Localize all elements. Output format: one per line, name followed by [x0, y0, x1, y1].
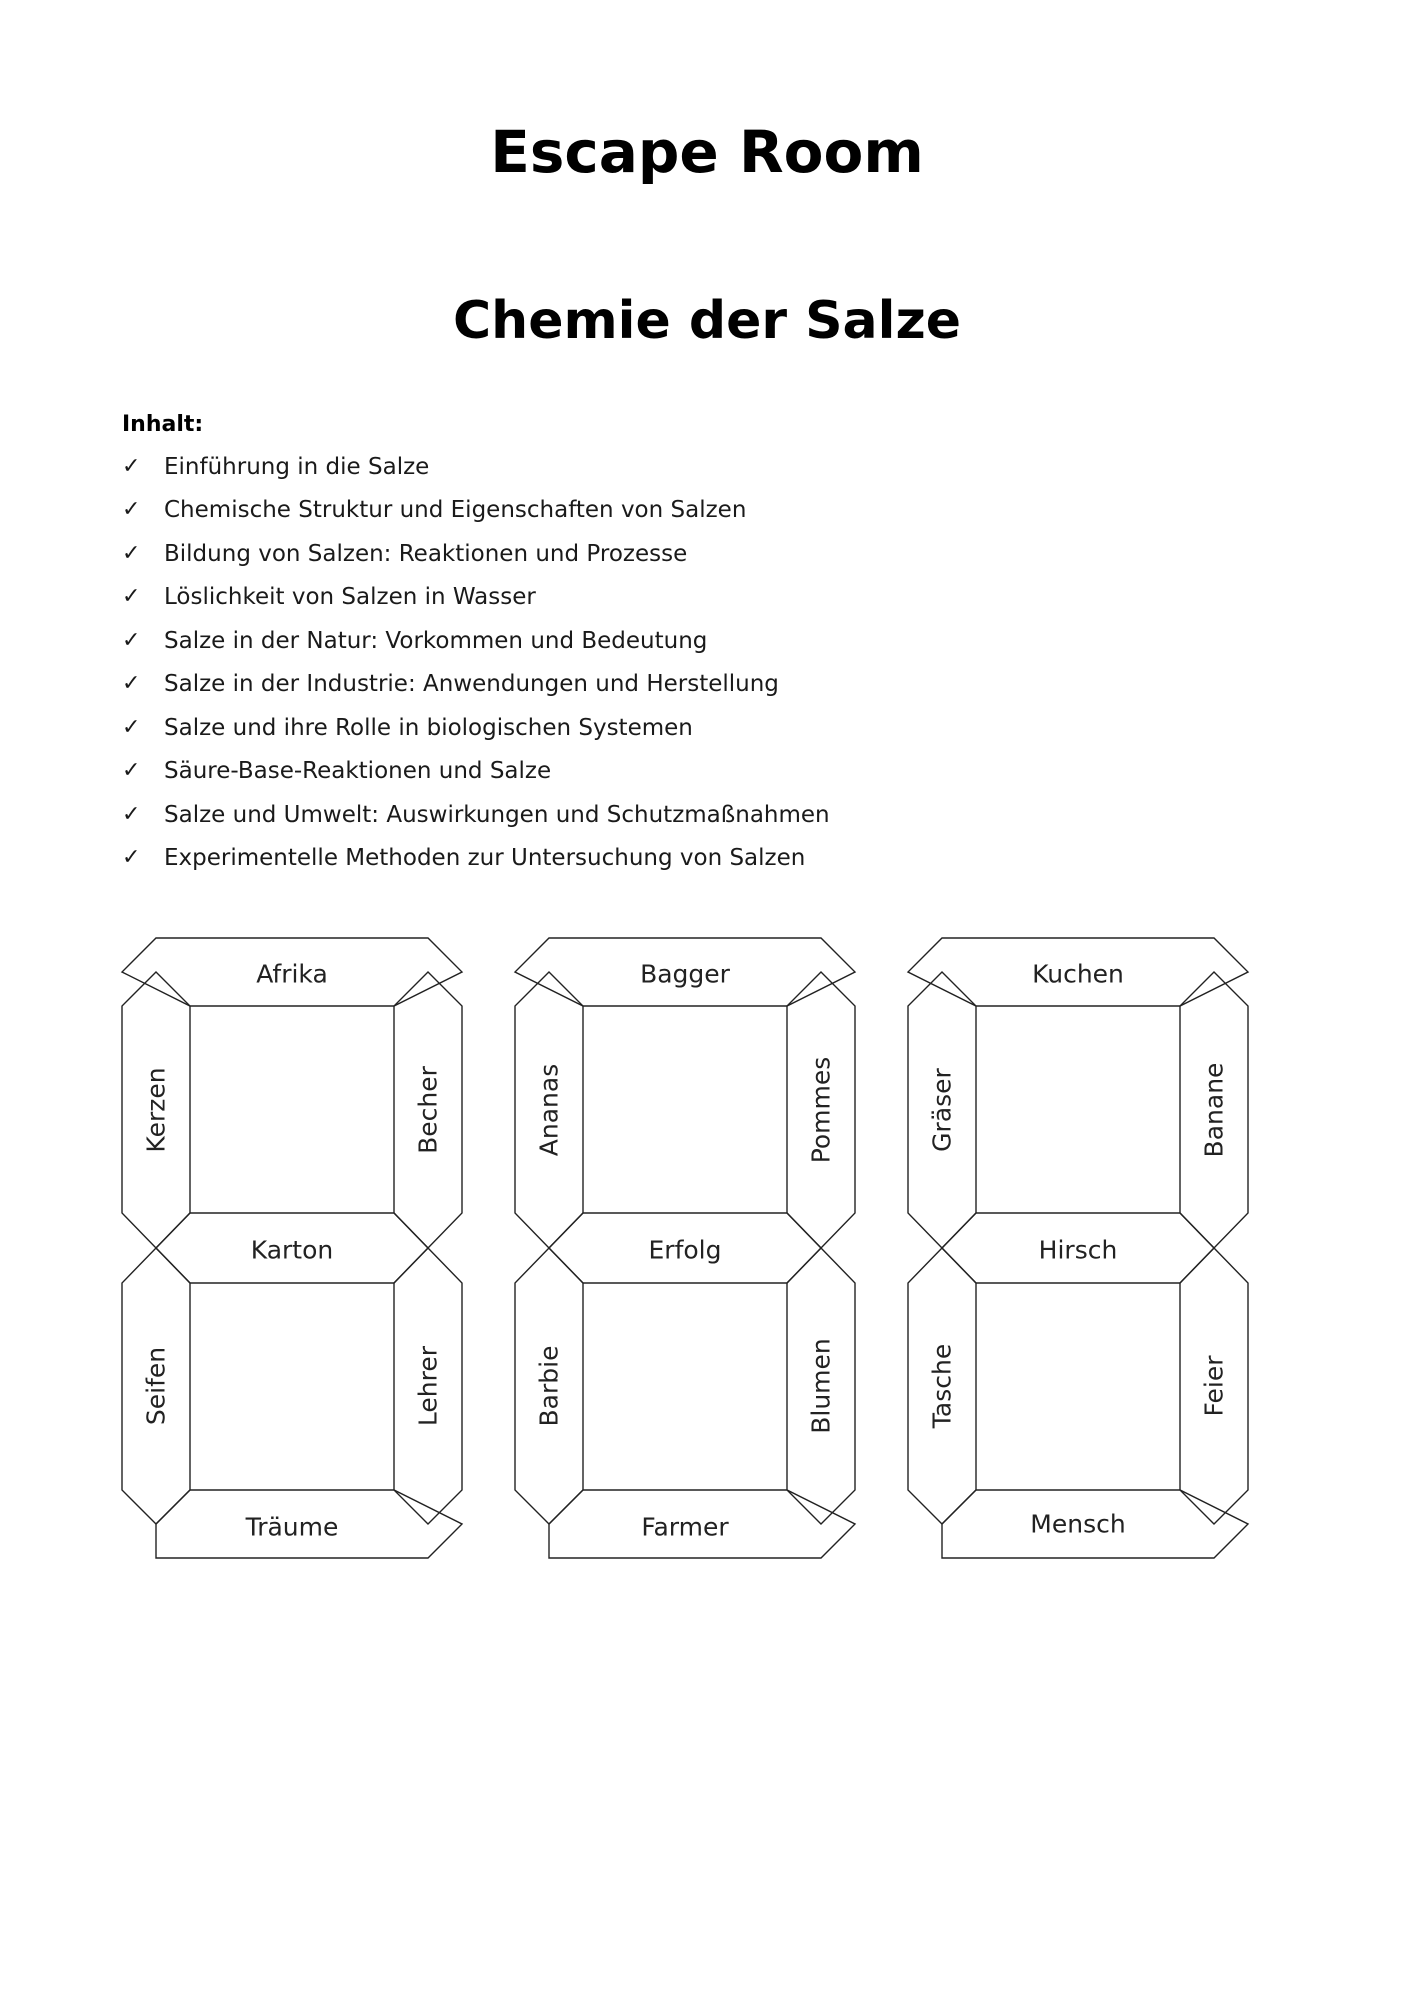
checkmark-icon: ✓ — [122, 801, 141, 827]
segment-label-upper-left: Gräser — [927, 1068, 957, 1152]
segment-label-top: Bagger — [640, 959, 730, 989]
page-subtitle: Chemie der Salze — [453, 291, 961, 351]
segment-label-lower-right: Feier — [1199, 1355, 1229, 1417]
checkmark-icon: ✓ — [122, 584, 141, 610]
list-item-text: Salze und Umwelt: Auswirkungen und Schutzmaßnahmen — [164, 801, 830, 828]
segment-label-lower-left: Tasche — [927, 1343, 957, 1429]
segment-label-upper-left: Ananas — [534, 1063, 564, 1157]
list-item-text: Bildung von Salzen: Reaktionen und Prozesse — [164, 540, 688, 567]
segment-label-upper-right: Pommes — [806, 1056, 836, 1164]
checkmark-icon: ✓ — [122, 497, 141, 523]
list-item-text: Löslichkeit von Salzen in Wasser — [164, 584, 536, 611]
segment-label-lower-left: Seifen — [141, 1346, 171, 1426]
segment-label-top: Kuchen — [1032, 959, 1124, 989]
segment-digit-2 — [515, 938, 855, 1558]
checkmark-icon: ✓ — [122, 453, 141, 479]
segment-label-lower-right: Blumen — [806, 1338, 836, 1434]
checkmark-icon: ✓ — [122, 758, 141, 784]
checkmark-icon: ✓ — [122, 671, 141, 697]
content-heading: Inhalt: — [122, 412, 204, 437]
segment-label-upper-right: Becher — [413, 1066, 443, 1154]
segment-label-upper-right: Banane — [1199, 1062, 1229, 1158]
list-item-text: Salze in der Natur: Vorkommen und Bedeutung — [164, 627, 708, 654]
segment-digit-3 — [908, 938, 1248, 1558]
segment-label-bottom: Farmer — [641, 1512, 729, 1542]
segment-label-top: Afrika — [256, 959, 328, 989]
segment-label-bottom: Träume — [245, 1512, 339, 1542]
list-item-text: Säure-Base-Reaktionen und Salze — [164, 758, 552, 785]
segment-label-bottom: Mensch — [1030, 1509, 1126, 1539]
list-item-text: Salze in der Industrie: Anwendungen und Herstellung — [164, 671, 779, 698]
segment-label-lower-left: Barbie — [534, 1345, 564, 1427]
list-item-text: Einführung in die Salze — [164, 453, 430, 480]
checkmark-icon: ✓ — [122, 845, 141, 871]
segment-label-middle: Hirsch — [1038, 1235, 1118, 1265]
segment-label-middle: Erfolg — [648, 1235, 722, 1265]
list-item-text: Salze und ihre Rolle in biologischen Systemen — [164, 714, 693, 741]
checkmark-icon: ✓ — [122, 627, 141, 653]
checkmark-icon: ✓ — [122, 540, 141, 566]
list-item-text: Experimentelle Methoden zur Untersuchung von Salzen — [164, 845, 806, 872]
checkmark-icon: ✓ — [122, 714, 141, 740]
segment-label-lower-right: Lehrer — [413, 1345, 443, 1427]
page-title: Escape Room — [490, 118, 924, 186]
segment-label-upper-left: Kerzen — [141, 1067, 171, 1153]
segment-label-middle: Karton — [250, 1235, 334, 1265]
list-item-text: Chemische Struktur und Eigenschaften von Salzen — [164, 497, 747, 524]
segment-digit-1 — [122, 938, 462, 1558]
